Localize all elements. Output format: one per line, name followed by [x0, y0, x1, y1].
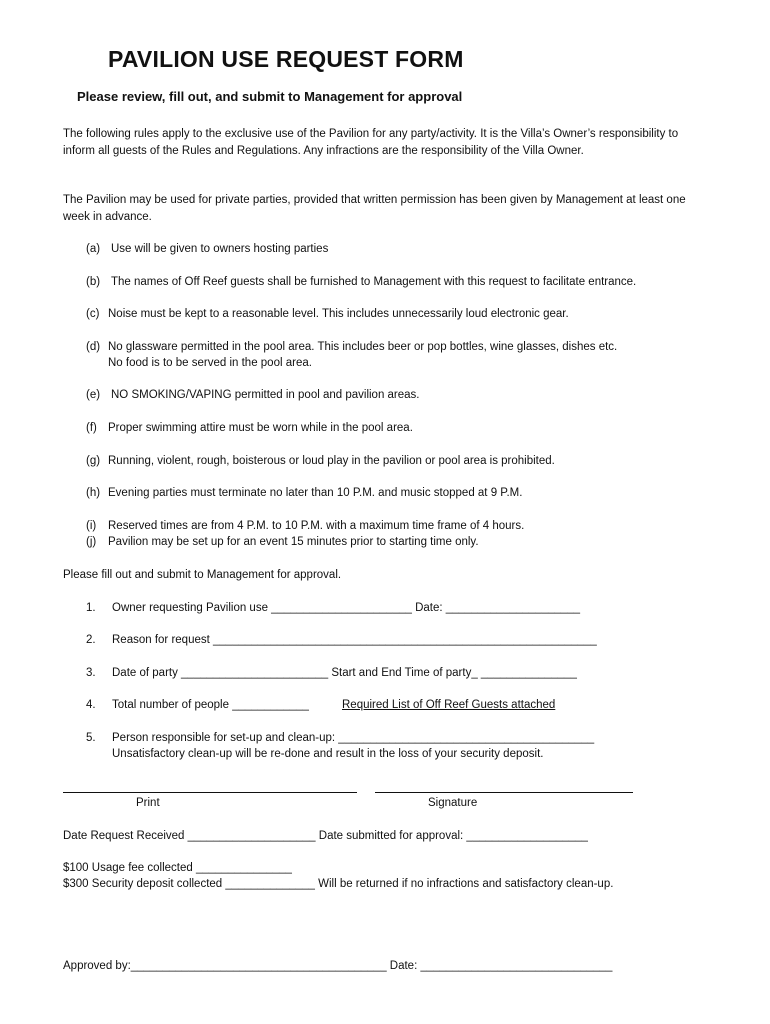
- print-label: Print: [136, 797, 160, 809]
- usage-fee-field[interactable]: $100 Usage fee collected _______________: [63, 862, 292, 874]
- rule-text: Use will be given to owners hosting parties: [111, 243, 329, 255]
- intro-paragraph-2: The Pavilion may be used for private parties, provided that written permission has been given by Management at least one week in advance.: [63, 194, 686, 223]
- fill-instructions: Please fill out and submit to Management for approval.: [63, 569, 342, 581]
- rule-text: The names of Off Reef guests shall be furnished to Management with this request to facilitate entrance.: [111, 276, 637, 288]
- item-number: 2.: [86, 634, 96, 646]
- rule-text: No glassware permitted in the pool area. This includes beer or pop bottles, wine glasses, dishes etc.: [108, 341, 618, 353]
- owner-requesting-field[interactable]: Owner requesting Pavilion use ______________________ Date: _____________________: [112, 602, 581, 614]
- cleanup-warning: Unsatisfactory clean-up will be re-done and result in the loss of your security deposit.: [112, 748, 544, 760]
- rule-label: (c): [86, 308, 100, 320]
- form-title: PAVILION USE REQUEST FORM: [108, 46, 464, 72]
- rule-text: Reserved times are from 4 P.M. to 10 P.M. with a maximum time frame of 4 hours.: [108, 520, 525, 532]
- person-responsible-field[interactable]: Person responsible for set-up and clean-up: ________________________________________: [112, 732, 595, 744]
- item-number: 4.: [86, 699, 96, 711]
- print-name-line[interactable]: [63, 792, 357, 793]
- intro-paragraph-1: The following rules apply to the exclusive use of the Pavilion for any party/activity. It is the Villa’s Owner’s responsibility to inform all guests of the Rules and Regulations. Any infractions are the responsibility of the Villa Owner.: [63, 128, 679, 157]
- item-number: 1.: [86, 602, 96, 614]
- rule-label: (d): [86, 341, 101, 353]
- security-deposit-field[interactable]: $300 Security deposit collected ______________ Will be returned if no infractions and satisfactory clean-up.: [63, 878, 614, 890]
- rule-text: Running, violent, rough, boisterous or loud play in the pavilion or pool area is prohibited.: [108, 455, 555, 467]
- signature-line[interactable]: [375, 792, 633, 793]
- rule-label: (b): [86, 276, 101, 288]
- rule-label: (f): [86, 422, 97, 434]
- signature-label: Signature: [428, 797, 478, 809]
- total-people-field[interactable]: Total number of people ____________: [112, 699, 309, 711]
- rule-label: (e): [86, 389, 101, 401]
- rule-label: (g): [86, 455, 101, 467]
- rule-label: (i): [86, 520, 97, 532]
- rule-text: Evening parties must terminate no later than 10 P.M. and music stopped at 9 P.M.: [108, 487, 523, 499]
- rule-label: (j): [86, 536, 97, 548]
- rule-text: Pavilion may be set up for an event 15 minutes prior to starting time only.: [108, 536, 479, 548]
- rule-text: Proper swimming attire must be worn while in the pool area.: [108, 422, 413, 434]
- form-subtitle: Please review, fill out, and submit to Management for approval: [77, 89, 463, 104]
- rule-text-continued: No food is to be served in the pool area.: [108, 357, 312, 369]
- date-received-field[interactable]: Date Request Received ____________________ Date submitted for approval: ___________________: [63, 830, 588, 842]
- rule-label: (h): [86, 487, 101, 499]
- guest-list-attached-note: Required List of Off Reef Guests attached: [342, 699, 556, 711]
- rule-label: (a): [86, 243, 101, 255]
- approved-by-field[interactable]: Approved by:________________________________________ Date: ______________________________: [63, 960, 613, 972]
- rule-text: Noise must be kept to a reasonable level. This includes unnecessarily loud electronic gear.: [108, 308, 569, 320]
- item-number: 5.: [86, 732, 96, 744]
- item-number: 3.: [86, 667, 96, 679]
- date-of-party-field[interactable]: Date of party _______________________ Start and End Time of party_ _______________: [112, 667, 577, 679]
- reason-for-request-field[interactable]: Reason for request ____________________________________________________________: [112, 634, 597, 646]
- rule-text: NO SMOKING/VAPING permitted in pool and pavilion areas.: [111, 389, 420, 401]
